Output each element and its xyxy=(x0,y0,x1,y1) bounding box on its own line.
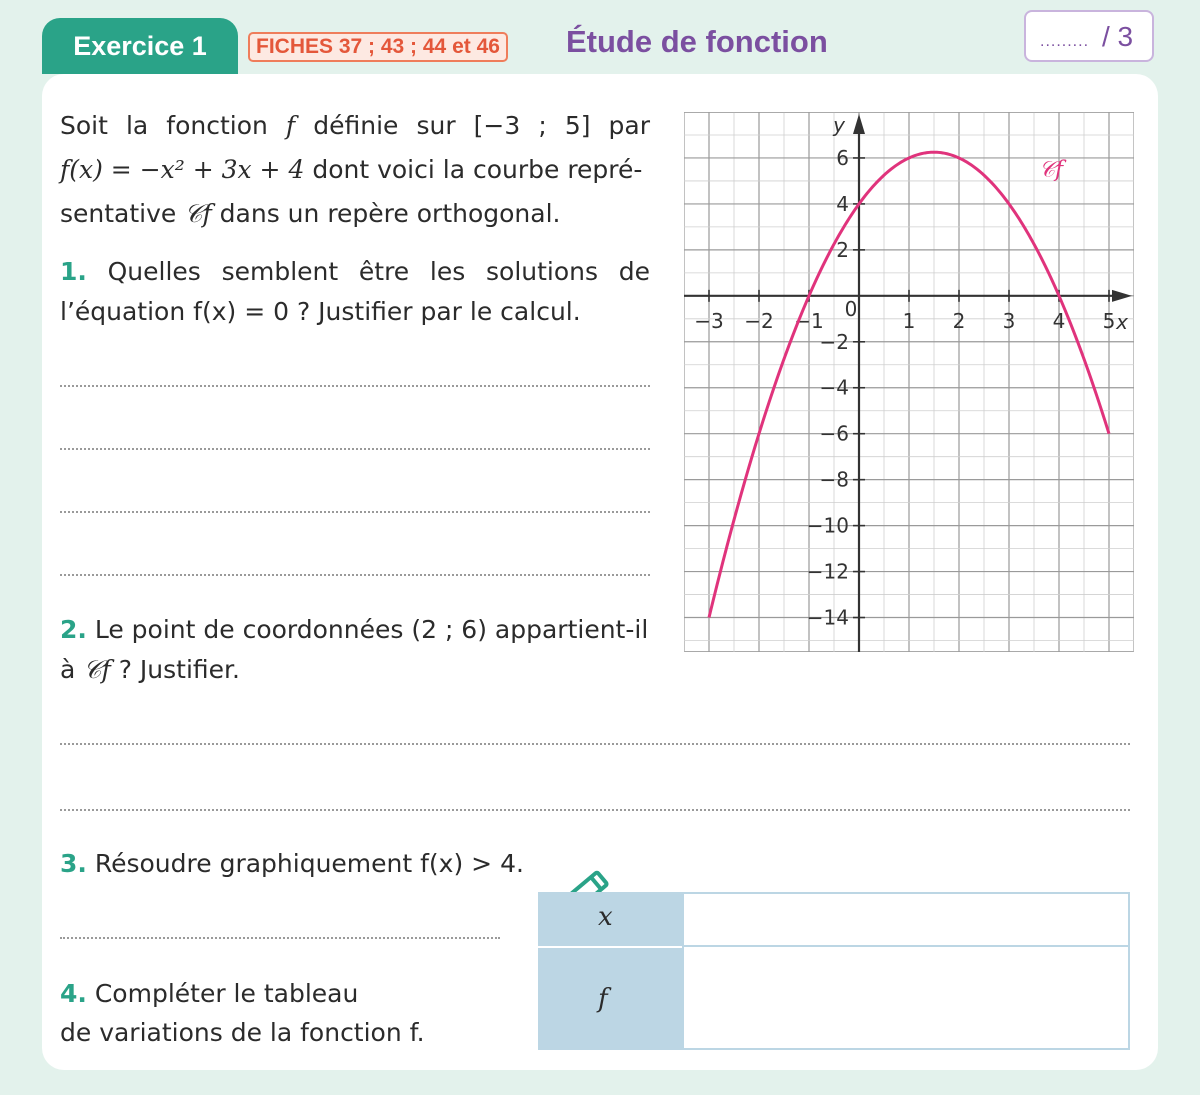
question-1-line-2: l’équation f(x) = 0 ? Justifier par le calcul. xyxy=(60,297,581,326)
exercise-title: Étude de fonction xyxy=(566,24,828,59)
answer-line[interactable] xyxy=(60,448,650,450)
y-tick-label: −8 xyxy=(819,467,849,492)
table-f-cell[interactable] xyxy=(682,947,1130,1050)
table-row-f-label: f xyxy=(598,984,608,1014)
answer-line[interactable] xyxy=(60,511,650,513)
question-4-line-1: 4. Compléter le tableau xyxy=(60,979,359,1008)
question-2-line-2: à 𝒞f ? Justifier. xyxy=(60,655,240,684)
intro-line-2: f(x) = −x² + 3x + 4 dont voici la courbe repré- xyxy=(60,155,643,184)
answer-line[interactable] xyxy=(60,743,1130,745)
variation-table xyxy=(538,892,1130,1050)
y-tick-label: −10 xyxy=(806,513,849,538)
question-4-line-2: de variations de la fonction f. xyxy=(60,1018,425,1047)
y-tick-label: −14 xyxy=(806,605,849,630)
y-tick-label: 2 xyxy=(836,237,849,262)
y-axis-label: y xyxy=(833,113,845,137)
score-total: / 3 xyxy=(1102,21,1134,52)
x-axis-label: x xyxy=(1116,309,1128,334)
answer-line[interactable] xyxy=(60,385,650,387)
table-x-cell[interactable] xyxy=(682,892,1130,947)
intro-line-3: sentative 𝒞f dans un repère orthogonal. xyxy=(60,199,561,228)
x-tick-label: 3 xyxy=(1002,308,1016,333)
y-tick-label: −4 xyxy=(819,375,849,400)
question-2-line-1: 2. Le point de coordonnées (2 ; 6) appartient-il xyxy=(60,615,649,644)
curve-label: 𝒞f xyxy=(1039,157,1064,183)
y-tick-label: −2 xyxy=(819,329,849,354)
y-tick-label: 6 xyxy=(836,145,849,170)
y-tick-label: 4 xyxy=(836,191,849,216)
x-tick-label: −1 xyxy=(794,308,824,333)
question-1-line-1: 1. Quelles semblent être les solutions de xyxy=(60,257,650,286)
x-tick-label: −3 xyxy=(694,308,724,333)
answer-line[interactable] xyxy=(60,809,1130,811)
score-blank[interactable]: ......... xyxy=(1040,33,1090,50)
x-tick-label: −2 xyxy=(744,308,774,333)
x-tick-label: 4 xyxy=(1052,308,1066,333)
y-tick-label: −6 xyxy=(819,421,849,446)
fiches-badge[interactable]: FICHES 37 ; 43 ; 44 et 46 xyxy=(248,32,508,62)
exercise-tab: Exercice 1 xyxy=(42,18,238,74)
table-separator xyxy=(538,946,682,948)
answer-line[interactable] xyxy=(60,937,500,939)
intro-line-1: Soit la fonction f définie sur [−3 ; 5] par xyxy=(60,111,650,140)
x-tick-label: 0 xyxy=(844,296,858,321)
x-tick-label: 5 xyxy=(1102,308,1116,333)
function-graph xyxy=(684,112,1134,652)
y-tick-label: −12 xyxy=(806,559,849,584)
answer-line[interactable] xyxy=(60,574,650,576)
score-box[interactable] xyxy=(1024,10,1154,62)
table-row-x-label: x xyxy=(598,902,613,932)
x-tick-label: 1 xyxy=(902,308,916,333)
question-3: 3. Résoudre graphiquement f(x) > 4. xyxy=(60,849,524,878)
x-tick-label: 2 xyxy=(952,308,966,333)
